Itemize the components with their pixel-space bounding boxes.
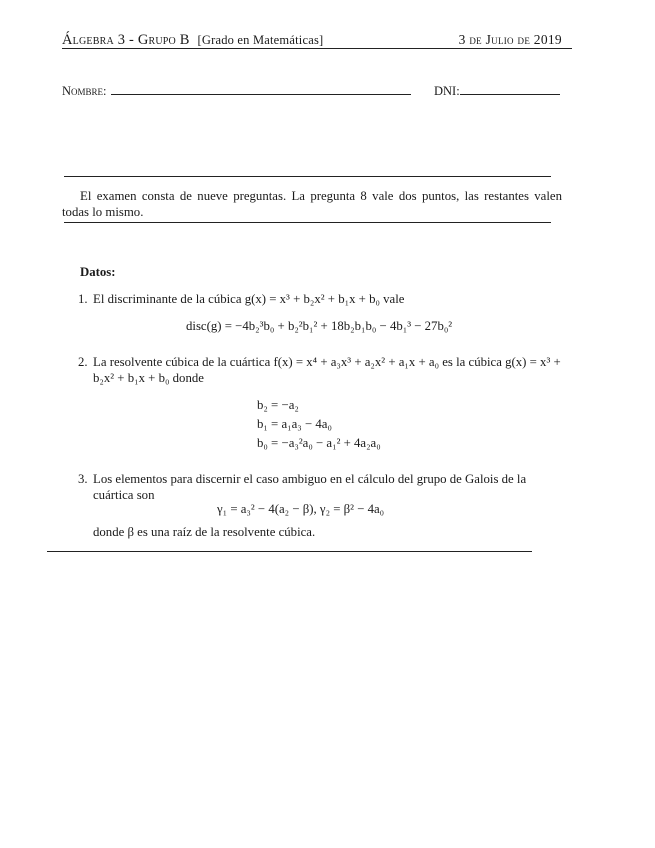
exam-title — [62, 32, 323, 49]
name-field[interactable] — [62, 82, 411, 99]
list-item — [78, 354, 564, 386]
equation: b₀ = −a₃²a₀ − a₁² + 4a₂a₀ — [257, 436, 381, 450]
intro-text: El examen consta de nueve preguntas. La pregunta 8 vale dos puntos, las restantes valen todas lo mismo. — [62, 189, 562, 219]
equation-block — [257, 398, 381, 455]
name-blank[interactable] — [111, 82, 411, 95]
datos-bottom-rule — [47, 551, 532, 552]
intro-bottom-rule — [64, 222, 551, 223]
item-text: La resolvente cúbica de la cuártica f(x) = x⁴ + a₃x³ + a₂x² + a₁x + a₀ es la cúbica g(x) = x³ + b₂x² + b₁x + b₀ donde — [93, 355, 561, 385]
item-number: 3. — [78, 472, 88, 486]
item-number: 2. — [78, 355, 88, 369]
equation: b₂ = −a₂ — [257, 398, 299, 412]
equation: disc(g) = −4b₂³b₀ + b₂²b₁² + 18b₂b₁b₀ − 4b₁³ − 27b₀² — [186, 319, 453, 333]
list-item — [78, 291, 564, 307]
equation: γ₁ = a₃² − 4(a₂ − β), γ₂ = β² − 4a₀ — [217, 502, 385, 516]
exam-title-text: Álgebra 3 - Grupo B — [62, 32, 190, 48]
intro-top-rule — [64, 176, 551, 177]
header-rule — [62, 48, 572, 49]
dni-field[interactable] — [434, 82, 560, 99]
item-text: Los elementos para discernir el caso ambiguo en el cálculo del grupo de Galois de la cuártica son — [93, 472, 527, 502]
list-item — [78, 471, 564, 503]
item-followup — [78, 524, 564, 540]
datos-title: Datos: — [80, 265, 116, 279]
dni-blank[interactable] — [460, 82, 560, 95]
item-number: 1. — [78, 292, 88, 306]
exam-subtitle: [Grado en Matemáticas] — [197, 33, 324, 47]
name-label: Nombre: — [62, 84, 107, 98]
item-after-text: donde β es una raíz de la resolvente cúbica. — [93, 525, 316, 539]
equation: b₁ = a₁a₃ − 4a₀ — [257, 417, 332, 431]
exam-date: 3 de Julio de 2019 — [458, 32, 562, 47]
dni-label: DNI: — [434, 84, 460, 98]
item-text: El discriminante de la cúbica g(x) = x³ + b₂x² + b₁x + b₀ vale — [93, 292, 405, 306]
